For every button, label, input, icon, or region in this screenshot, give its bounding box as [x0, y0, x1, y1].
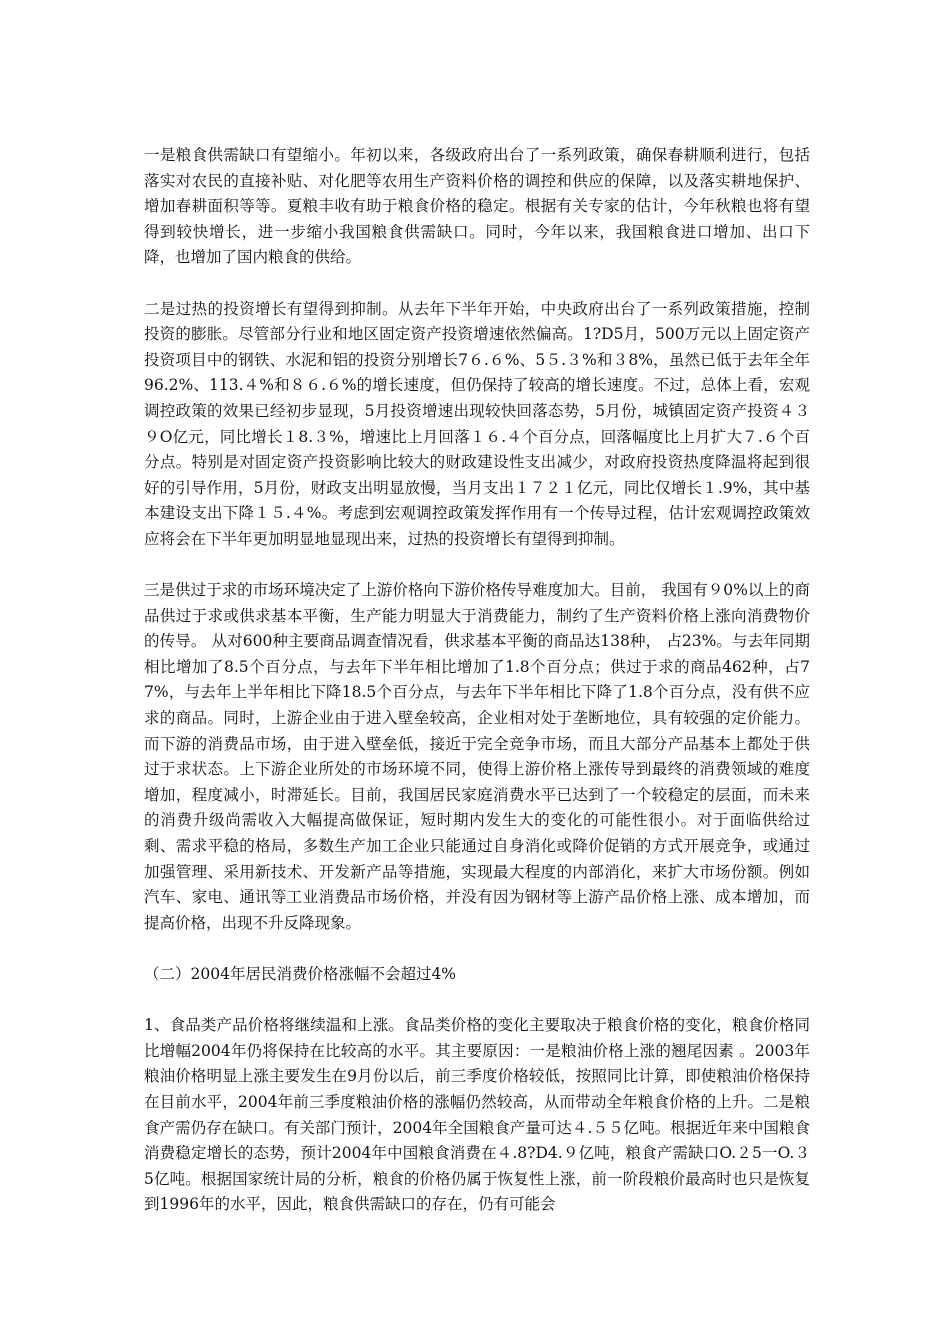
paragraph-grain-supply-gap: 一是粮食供需缺口有望缩小。年初以来，各级政府出台了一系列政策，确保春耕顺利进行，包括落实对农民的直接补贴、对化肥等农用生产资料价格的调控和供应的保障，以及落实耕地保护、增加春耕面积等等。夏粮丰收有助于粮食价格的稳定。根据有关专家的估计，今年秋粮也将有望得到较快增长，进一步缩小我国粮食供需缺口。同时，今年以来，我国粮食进口增加、出口下降，也增加了国内粮食的供给。 [144, 146, 810, 267]
paragraph-investment-growth: 二是过热的投资增长有望得到抑制。从去年下半年开始，中央政府出台了一系列政策措施，控制投资的膨胀。尽管部分行业和地区固定资产投资增速依然偏高。1?D5月，500万元以上固定资产投资项目中的钢铁、水泥和铝的投资分别增长7６.６%、5５.３%和３8%，虽然已低于去年全年96.2%、113.４%和８６.６%的增长速度，但仍保持了较高的增长速度。不过，总体上看，宏观调控政策的效果已经初步显现，5月投资增速出现较快回落态势，5月份，城镇固定资产投资４３９O亿元，同比增长１8.３%，增速比上月回落１６.４个百分点，回落幅度比上月扩大７.６个百分点。特别是对固定资产投资影响比较大的财政建设性支出减少，对政府投资热度降温将起到很好的引导作用，5月份，财政支出明显放慢，当月支出１７２１亿元，同比仅增长１.9%，其中基本建设支出下降１５.４%。考虑到宏观调控政策发挥作用有一个传导过程，估计宏观调控政策效应将会在下半年更加明显地显现出来，过热的投资增长有望得到抑制。 [144, 299, 810, 548]
paragraph-food-prices: 1、食品类产品价格将继续温和上涨。食品类价格的变化主要取决于粮食价格的变化，粮食价格同比增幅2004年仍将保持在比较高的水平。其主要原因：一是粮油价格上涨的翘尾因素 。2003年粮油价格明显上涨主要发生在9月份以后，前三季度价格较低，按照同比计算，即使粮油价格保持在目前水平，2004年前三季度粮油价格的涨幅仍然较高，从而带动全年粮食价格的上升。二是粮食产需仍存在缺口。有关部门预计，2004年全国粮食产量可达４.５５亿吨。根据近年来中国粮食消费稳定增长的态势，预计2004年中国粮食消费在４.8?D4.９亿吨，粮食产需缺口O.２5一O.３5亿吨。根据国家统计局的分析，粮食的价格仍属于恢复性上涨，前一阶段粮价最高时也只是恢复到1996年的水平，因此，粮食供需缺口的存在，仍有可能会 [144, 1016, 810, 1214]
section-heading-cpi-2004: （二）2004年居民消费价格涨幅不会超过4% [144, 965, 457, 983]
document-body [144, 143, 810, 1218]
paragraph-market-oversupply: 三是供过于求的市场环境决定了上游价格向下游价格传导难度加大。目前， 我国有９0%以上的商品供过于求或供求基本平衡，生产能力明显大于消费能力，制约了生产资料价格上涨向消费物价的传导。 从对600种主要商品调查情况看，供求基本平衡的商品达138种， 占23%。与去年同期相比增加了8.5个百分点，与去年下半年相比增加了1.8个百分点；供过于求的商品462种，占77%，与去年上半年相比下降18.5个百分点，与去年下半年相比下降了1.8个百分点，没有供不应求的商品。同时，上游企业由于进入壁垒较高，企业相对处于垄断地位，具有较强的定价能力。而下游的消费品市场，由于进入壁垒低，接近于完全竞争市场，而且大部分产品基本上都处于供过于求状态。上下游企业所处的市场环境不同，使得上游价格上涨传导到最终的消费领域的难度增加，程度减小，时滞延长。目前，我国居民家庭消费水平已达到了一个较稳定的层面，而未来的消费升级尚需收入大幅提高做保证，短时期内发生大的变化的可能性很小。对于面临供给过剩、需求平稳的格局，多数生产加工企业只能通过自身消化或降价促销的方式开展竞争，或通过加强管理、采用新技术、开发新产品等措施，实现最大程度的内部消化，来扩大市场份额。例如汽车、家电、通讯等工业消费品市场价格，并没有因为钢材等上游产品价格上涨、成本增加，而提高价格，出现不升反降现象。 [144, 581, 810, 932]
